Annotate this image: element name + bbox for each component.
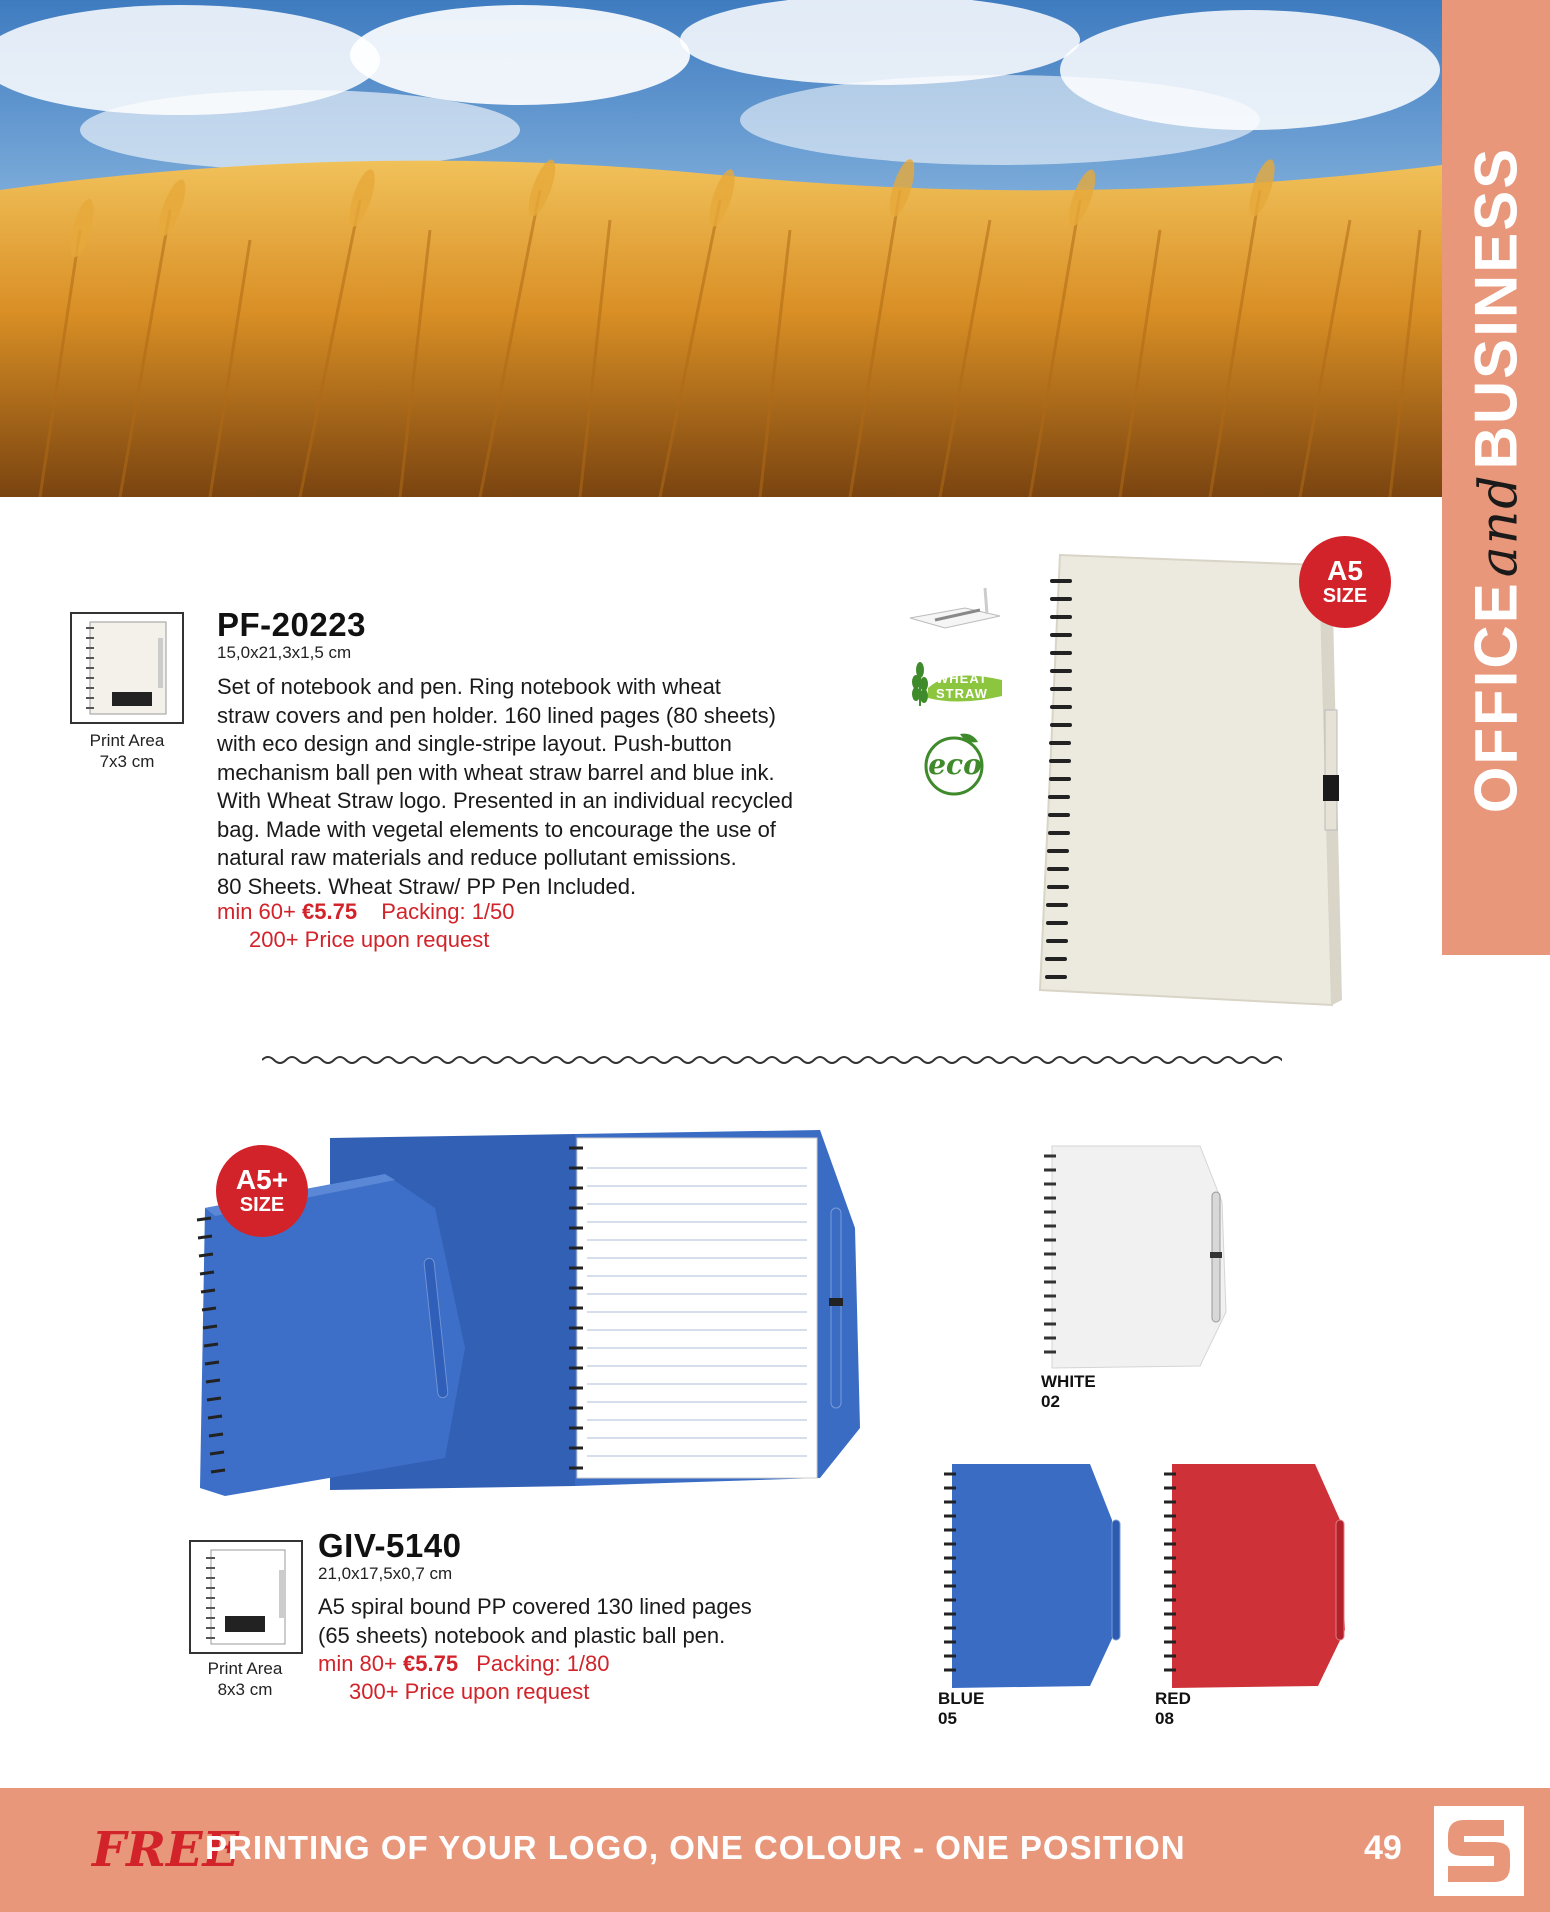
bag-thumbnail: [905, 580, 1005, 640]
description-line: bag. Made with vegetal elements to encourage the use of: [217, 816, 776, 842]
product-code: PF-20223: [217, 606, 366, 643]
description-line: with eco design and single-stripe layout. Push-button: [217, 731, 732, 756]
color-variant-blue-image: [940, 1460, 1130, 1690]
description-line: straw covers and pen holder. 160 lined pages (80 sheets): [217, 702, 776, 728]
color-variant-white-image: [1040, 1142, 1240, 1372]
color-name: WHITE: [1041, 1372, 1096, 1391]
print-area-thumbnail: [189, 1540, 303, 1654]
size-badge: [1299, 536, 1391, 628]
print-area-label: Print Area: [207, 1659, 283, 1678]
description-line: mechanism ball pen with wheat straw barrel and blue ink.: [217, 759, 775, 785]
size-badge-label: SIZE: [1322, 585, 1368, 607]
color-variant-red-label: [1155, 1689, 1191, 1729]
size-badge-label: SIZE: [239, 1194, 285, 1216]
color-variant-white-label: [1041, 1372, 1096, 1412]
color-code: 02: [1041, 1392, 1060, 1411]
description-line: A5 spiral bound PP covered 130 lined pages: [318, 1594, 752, 1619]
price: €5.75: [302, 899, 358, 924]
color-variant-red-image: [1160, 1460, 1355, 1690]
footer-promo-text: PRINTING OF YOUR LOGO, ONE COLOUR - ONE POSITION: [205, 1829, 1186, 1866]
print-area-caption: [62, 730, 192, 772]
bulk-price-note: 200+ Price upon request: [249, 927, 490, 952]
section-title: [1462, 147, 1531, 814]
price-line: [318, 1650, 610, 1678]
product-dimensions: 21,0x17,5x0,7 cm: [318, 1564, 453, 1583]
product-description: [318, 1593, 878, 1650]
print-area-size: 7x3 cm: [99, 752, 155, 771]
packing: Packing: 1/50: [381, 899, 515, 924]
description-line: With Wheat Straw logo. Presented in an individual recycled: [217, 788, 793, 813]
description-line: (65 sheets) notebook and plastic ball pen.: [318, 1622, 726, 1648]
description-line: 80 Sheets. Wheat Straw/ PP Pen Included.: [217, 873, 637, 899]
size-badge-value: A5: [1327, 555, 1363, 586]
size-badge-value: A5+: [235, 1164, 289, 1195]
description-line: natural raw materials and reduce pollutant emissions.: [217, 845, 737, 870]
wavy-divider: [262, 1050, 1282, 1070]
brand-logo-icon: [1434, 1806, 1524, 1896]
price: €5.75: [403, 1651, 459, 1676]
color-variant-blue-label: [938, 1689, 984, 1729]
min-quantity: min 80+: [318, 1651, 397, 1676]
section-title-business: BUSINESS: [1462, 146, 1530, 470]
description-line: Set of notebook and pen. Ring notebook with wheat: [217, 674, 721, 699]
hero-wheat-field-image: [0, 0, 1442, 497]
color-name: BLUE: [938, 1689, 985, 1708]
packing: Packing: 1/80: [476, 1651, 610, 1676]
footer-free-label: FREE: [92, 1822, 240, 1878]
print-area-thumbnail: [70, 612, 184, 724]
bulk-price-note: 300+ Price upon request: [349, 1679, 590, 1704]
page-number: 49: [1364, 1829, 1402, 1867]
color-code: 05: [938, 1709, 957, 1728]
wheat-straw-logo: [910, 658, 1005, 708]
product-dimensions: 15,0x21,3x1,5 cm: [217, 643, 352, 662]
section-title-office: OFFICE: [1462, 581, 1530, 814]
product-code: GIV-5140: [318, 1527, 462, 1564]
eco-label: eco: [928, 748, 982, 781]
wheat-straw-label-1: WHEAT: [936, 671, 988, 686]
min-quantity: min 60+: [217, 899, 296, 924]
product-image-notebook-wheat: [1020, 545, 1350, 1015]
print-area-label: Print Area: [89, 731, 165, 750]
wheat-straw-label-2: STRAW: [936, 686, 988, 701]
print-area-size: 8x3 cm: [217, 1680, 273, 1699]
price-line: [217, 898, 515, 926]
color-name: RED: [1155, 1689, 1191, 1708]
size-badge: [216, 1145, 308, 1237]
section-side-tab: [1442, 0, 1550, 955]
section-title-and: and: [1469, 473, 1530, 578]
product-description: [217, 673, 857, 901]
color-code: 08: [1155, 1709, 1174, 1728]
print-area-caption: [180, 1658, 310, 1700]
eco-logo: [920, 728, 990, 798]
